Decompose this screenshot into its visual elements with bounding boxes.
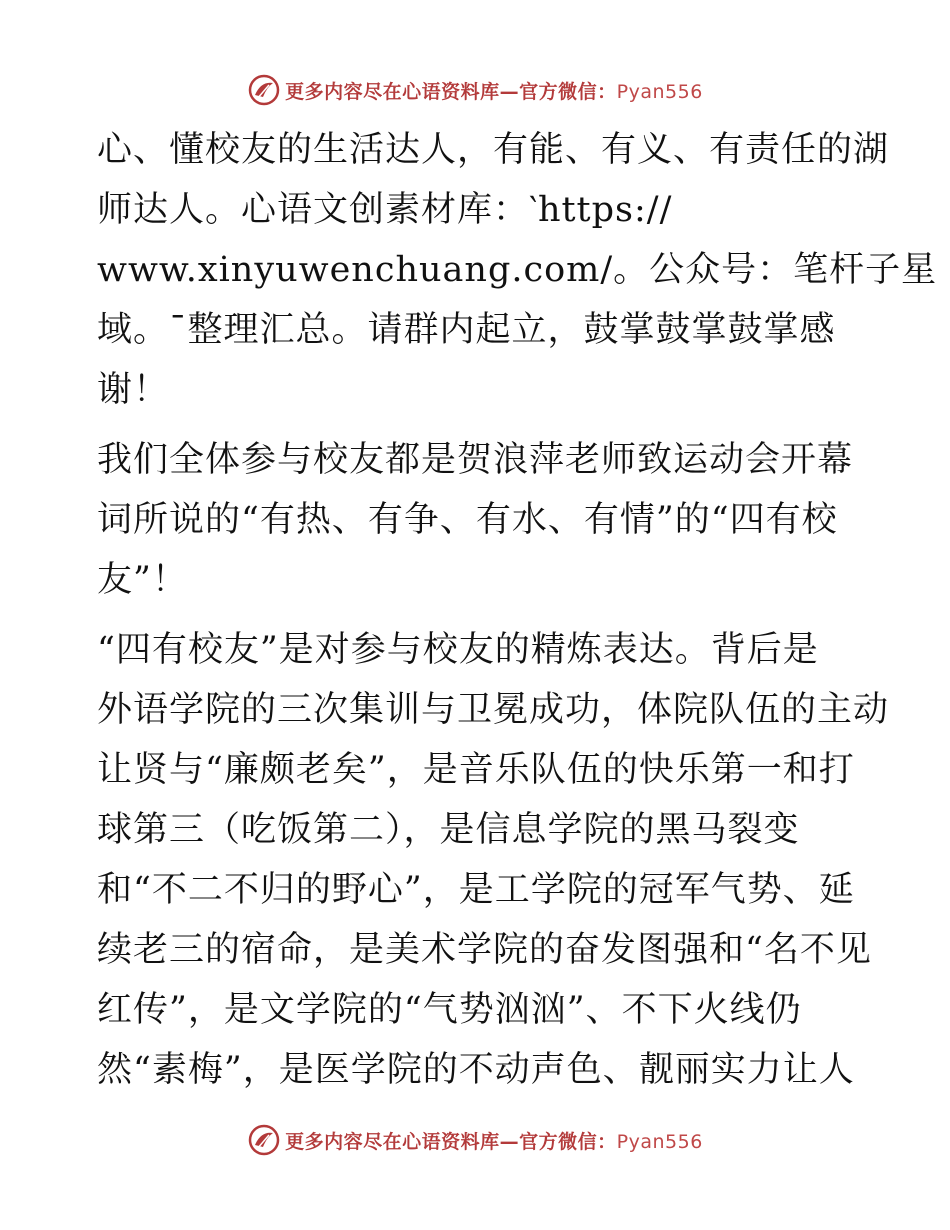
body-line: 红传”，是文学院的“气势汹汹”、不下火线仍 [97,990,802,1030]
body-line: 师达人。心语文创素材库：‵https:// [97,190,673,230]
pen-logo-icon [247,1123,281,1157]
header-handle: Pyan556 [616,80,703,103]
body-line: 续老三的宿命，是美术学院的奋发图强和“名不见 [97,930,872,970]
body-line: 心、懂校友的生活达人，有能、有义、有责任的湖 [97,130,890,170]
body-line: 词所说的“有热、有争、有水、有情”的“四有校 [97,500,838,540]
body-line: 球第三（吃饭第二），是信息学院的黑马裂变 [97,810,800,850]
body-line: 和“不二不归的野心”，是工学院的冠军气势、延 [97,870,855,910]
paragraph-gap [97,610,857,620]
body-line: 域。¯整理汇总。请群内起立，鼓掌鼓掌鼓掌感 [97,310,836,350]
body-line: 我们全体参与校友都是贺浪萍老师致运动会开幕 [97,440,854,480]
body-line: www.xinyuwenchuang.com/。公众号：笔杆子星 [97,250,938,290]
body-line: 让贤与“廉颇老矣”，是音乐队伍的快乐第一和打 [97,750,855,790]
body-line: 然“素梅”，是医学院的不动声色、靓丽实力让人 [97,1050,855,1090]
body-line: 友”！ [97,560,188,600]
paragraph-gap [97,420,857,430]
header-banner [0,70,950,110]
footer-banner-text: 更多内容尽在心语资料库—官方微信：Pyan556 [285,1130,703,1153]
body-line: 谢！ [97,370,170,410]
footer-handle: Pyan556 [616,1130,703,1153]
body-line: 外语学院的三次集训与卫冕成功，体院队伍的主动 [97,690,890,730]
document-body [97,120,938,1100]
body-line: “四有校友”是对参与校友的精炼表达。背后是 [97,630,819,670]
footer-banner [0,1120,950,1160]
header-banner-text: 更多内容尽在心语资料库—官方微信：Pyan556 [285,80,703,103]
pen-logo-icon [247,73,281,107]
